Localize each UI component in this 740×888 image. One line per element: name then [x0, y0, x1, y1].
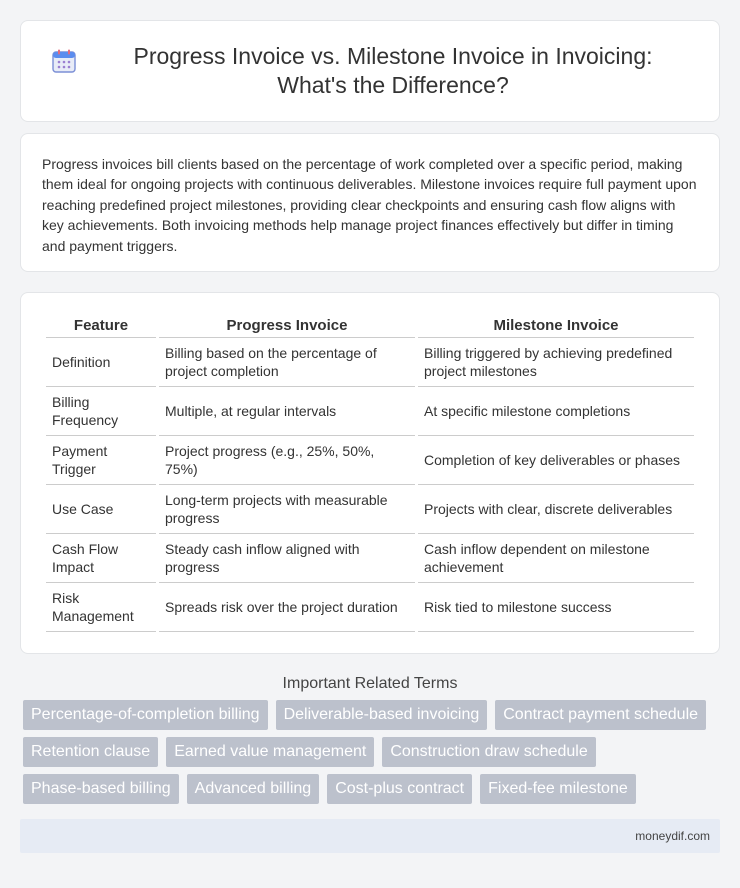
milestone-cell: Projects with clear, discrete deliverables	[418, 485, 694, 534]
footer-site-link[interactable]: moneydif.com	[635, 829, 710, 843]
header-feature: Feature	[46, 313, 156, 338]
table-row	[46, 485, 694, 534]
related-term-tag[interactable]: Phase-based billing	[23, 774, 179, 804]
progress-cell: Billing based on the percentage of project completion	[159, 338, 415, 387]
summary-text: Progress invoices bill clients based on the percentage of work completed over a specific period, making them ideal for ongoing projects with continuous deliverables. Milestone invoices require full payment upon reaching predefined project milestones, providing clear checkpoints and ensuring cash flow aligns with key achievements. Both invoicing methods help manage project finances effectively but differ in timing and payment triggers.	[42, 156, 697, 254]
related-term-tag[interactable]: Construction draw schedule	[382, 737, 595, 767]
table-row	[46, 387, 694, 436]
milestone-cell: Completion of key deliverables or phases	[418, 436, 694, 485]
table-row	[46, 436, 694, 485]
milestone-cell: Risk tied to milestone success	[418, 583, 694, 632]
feature-cell: Cash Flow Impact	[46, 534, 156, 583]
table-row	[46, 338, 694, 387]
progress-cell: Project progress (e.g., 25%, 50%, 75%)	[159, 436, 415, 485]
header-progress-invoice: Progress Invoice	[159, 313, 415, 338]
comparison-table	[43, 313, 697, 632]
related-term-tag[interactable]: Advanced billing	[187, 774, 320, 804]
page-title: Progress Invoice vs. Milestone Invoice in Invoicing: What's the Difference?	[133, 43, 653, 98]
table-row	[46, 534, 694, 583]
feature-cell: Use Case	[46, 485, 156, 534]
related-term-tag[interactable]: Contract payment schedule	[495, 700, 706, 730]
table-header-row	[46, 313, 694, 338]
related-terms-list	[20, 700, 720, 804]
related-term-tag[interactable]: Fixed-fee milestone	[480, 774, 636, 804]
related-terms-heading: Important Related Terms	[282, 675, 458, 692]
milestone-cell: At specific milestone completions	[418, 387, 694, 436]
progress-cell: Steady cash inflow aligned with progress	[159, 534, 415, 583]
progress-cell: Spreads risk over the project duration	[159, 583, 415, 632]
progress-cell: Multiple, at regular intervals	[159, 387, 415, 436]
related-term-tag[interactable]: Retention clause	[23, 737, 158, 767]
title-card	[20, 20, 720, 122]
related-term-tag[interactable]: Cost-plus contract	[327, 774, 472, 804]
related-term-tag[interactable]: Earned value management	[166, 737, 374, 767]
summary-card	[20, 133, 720, 272]
milestone-cell: Cash inflow dependent on milestone achievement	[418, 534, 694, 583]
calendar-icon	[51, 48, 77, 74]
comparison-card	[20, 292, 720, 654]
related-term-tag[interactable]: Percentage-of-completion billing	[23, 700, 268, 730]
related-term-tag[interactable]: Deliverable-based invoicing	[276, 700, 488, 730]
footer	[20, 819, 720, 853]
milestone-cell: Billing triggered by achieving predefined project milestones	[418, 338, 694, 387]
table-row	[46, 583, 694, 632]
feature-cell: Payment Trigger	[46, 436, 156, 485]
feature-cell: Definition	[46, 338, 156, 387]
feature-cell: Billing Frequency	[46, 387, 156, 436]
progress-cell: Long-term projects with measurable progress	[159, 485, 415, 534]
title-row	[51, 42, 689, 100]
header-milestone-invoice: Milestone Invoice	[418, 313, 694, 338]
feature-cell: Risk Management	[46, 583, 156, 632]
